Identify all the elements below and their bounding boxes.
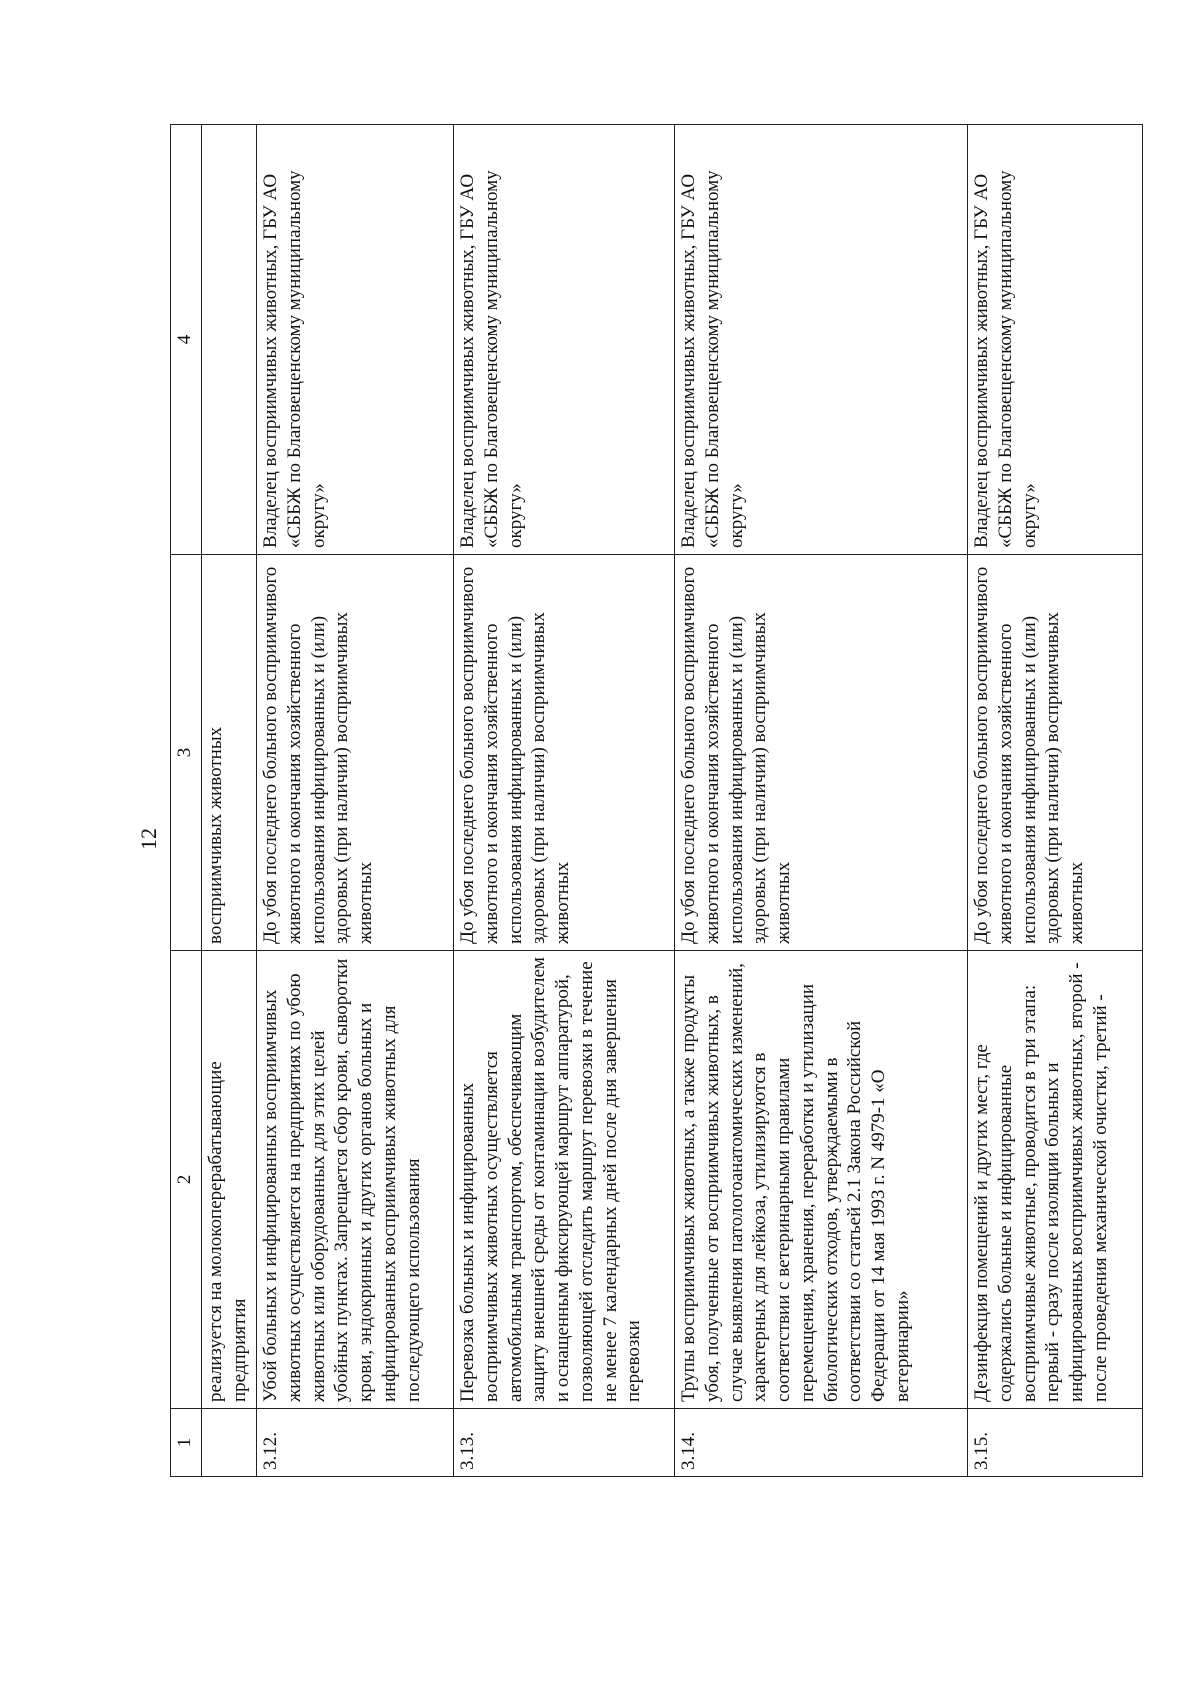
header-cell: 3 [171, 555, 202, 951]
measure-cell: Убой больных и инфицированных восприимчивых животных осуществляется на предприятиях по убою животных или оборудованных для этих целей убойных пунктах. Запрещается сбор крови, сыворотки крови, эндокринных и других органов больных и инфицированных восприимчивых животных для последующего использования [257, 951, 454, 1409]
measure-cell: Трупы восприимчивых животных, а также продукты убоя, полученные от восприимчивых животных, в случае выявления патологоанатомических изменений, характерных для лейкоза, утилизируются в соответствии с ветеринарными правилами перемещения, хранения, переработки и утилизации биологических отходов, утверждаемыми в соответствии со статьей 2.1 Закона Российской Федерации от 14 мая 1993 г. N 4979-1 «О ветеринарии» [675, 951, 968, 1409]
term-cell: восприимчивых животных [202, 555, 257, 951]
term-cell: До убоя последнего больного восприимчивого животного и окончания хозяйственного использования инфицированных и (или) здоровых (при наличии) восприимчивых животных [454, 555, 675, 951]
page-number: 12 [136, 828, 161, 850]
number-cell [202, 1409, 257, 1477]
responsible-cell: Владелец восприимчивых животных, ГБУ АО «СББЖ по Благовещенскому муниципальному округу» [454, 125, 675, 555]
measure-cell: реализуется на молокоперерабатывающие предприятия [202, 951, 257, 1409]
number-cell: 3.14. [675, 1409, 968, 1477]
term-cell: До убоя последнего больного восприимчивого животного и окончания хозяйственного использования инфицированных и (или) здоровых (при наличии) восприимчивых животных [257, 555, 454, 951]
number-cell: 3.12. [257, 1409, 454, 1477]
measure-cell: Перевозка больных и инфицированных восприимчивых животных осуществляется автомобильным транспортом, обеспечивающим защиту внешней среды от контаминации возбудителем и оснащенным фиксирующей маршрут аппаратурой, позволяющей отследить маршрут перевозки в течение не менее 7 календарных дней после дня завершения перевозки [454, 951, 675, 1409]
table-header-row [171, 125, 202, 1477]
table-row [675, 125, 968, 1477]
responsible-cell [202, 125, 257, 555]
responsible-cell: Владелец восприимчивых животных, ГБУ АО «СББЖ по Благовещенскому муниципальному округу» [257, 125, 454, 555]
responsible-cell: Владелец восприимчивых животных, ГБУ АО «СББЖ по Благовещенскому муниципальному округу» [675, 125, 968, 555]
term-cell: До убоя последнего больного восприимчивого животного и окончания хозяйственного использования инфицированных и (или) здоровых (при наличии) восприимчивых животных [675, 555, 968, 951]
term-cell: До убоя последнего больного восприимчивого животного и окончания хозяйственного использования инфицированных и (или) здоровых (при наличии) восприимчивых животных [968, 555, 1143, 951]
table-row [257, 125, 454, 1477]
header-cell: 4 [171, 125, 202, 555]
measures-table [170, 124, 1143, 1477]
table-row-continuation [202, 125, 257, 1477]
table-row [454, 125, 675, 1477]
responsible-cell: Владелец восприимчивых животных, ГБУ АО «СББЖ по Благовещенскому муниципальному округу» [968, 125, 1143, 555]
header-cell: 2 [171, 951, 202, 1409]
number-cell: 3.15. [968, 1409, 1143, 1477]
table-row [968, 125, 1143, 1477]
header-cell: 1 [171, 1409, 202, 1477]
measure-cell: Дезинфекция помещений и других мест, где содержались больные и инфицированные восприимчивые животные, проводится в три этапа: первый - сразу после изоляции больных и инфицированных восприимчивых животных, второй - после проведения механической очистки, третий - [968, 951, 1143, 1409]
number-cell: 3.13. [454, 1409, 675, 1477]
